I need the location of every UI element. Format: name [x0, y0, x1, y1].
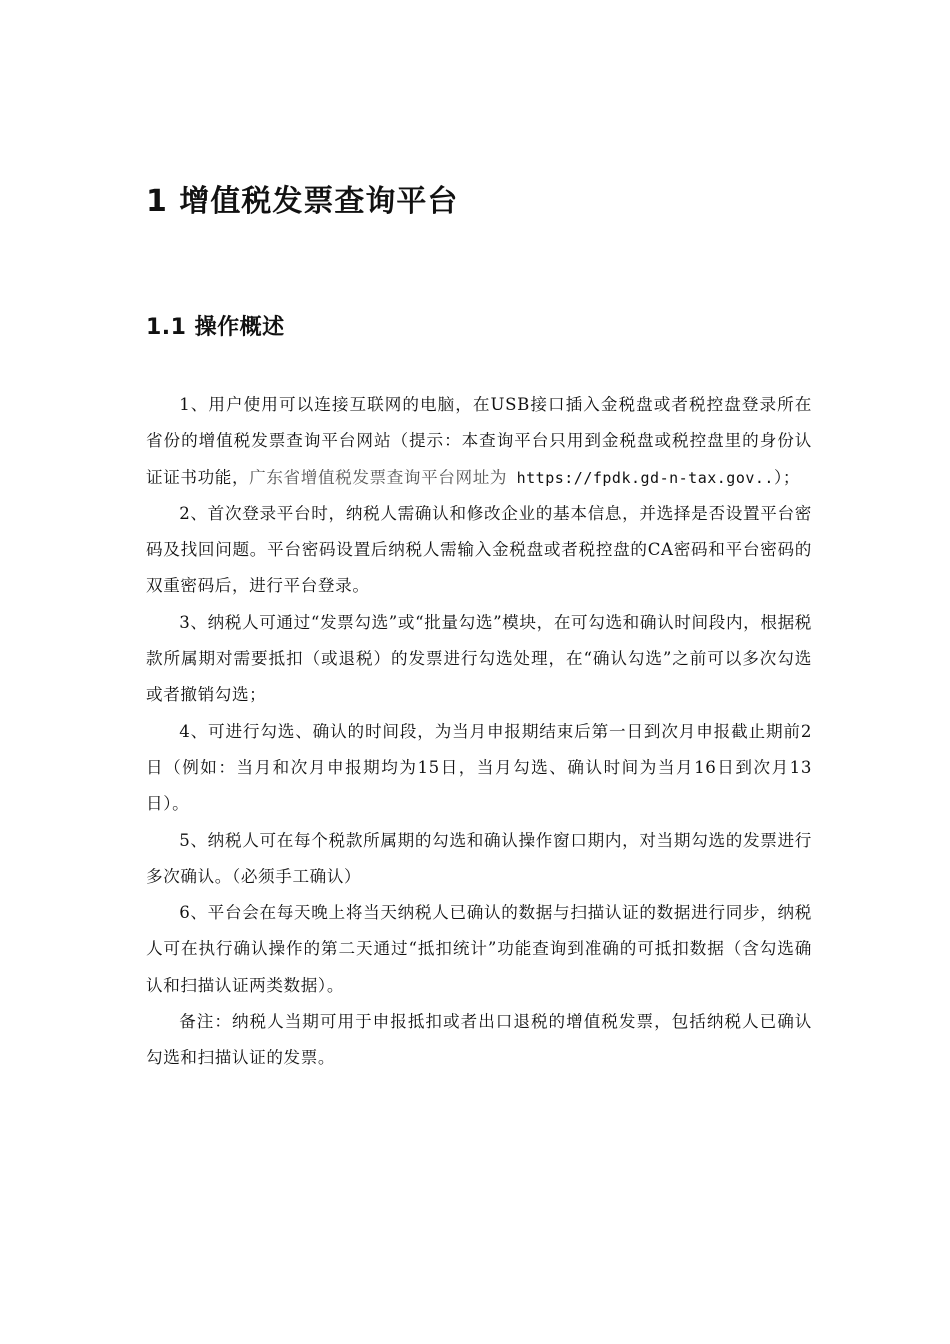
- paragraph-1-end: ）；: [773, 467, 801, 487]
- website-label: 广东省增值税发票查询平台网址为: [249, 467, 508, 487]
- website-url: https://fpdk.gd-n-tax.gov..: [507, 468, 774, 487]
- section-body: [146, 387, 812, 1077]
- section-title: 1.1 操作概述: [146, 315, 285, 340]
- paragraph-1: [146, 387, 812, 496]
- paragraph-6: 6、平台会在每天晚上将当天纳税人已确认的数据与扫描认证的数据进行同步，纳税人可在执行确认操作的第二天通过“抵扣统计”功能查询到准确的可抵扣数据（含勾选确认和扫描认证两类数据）。: [146, 903, 812, 995]
- paragraph-5: 5、纳税人可在每个税款所属期的勾选和确认操作窗口期内，对当期勾选的发票进行多次确认。（必须手工确认）: [146, 830, 812, 886]
- paragraph-3: 3、纳税人可通过“发票勾选”或“批量勾选”模块，在可勾选和确认时间段内，根据税款所属期对需要抵扣（或退税）的发票进行勾选处理，在“确认勾选”之前可以多次勾选或者撤销勾选；: [146, 612, 812, 705]
- paragraph-2: 2、首次登录平台时，纳税人需确认和修改企业的基本信息，并选择是否设置平台密码及找回问题。平台密码设置后纳税人需输入金税盘或者税控盘的CA密码和平台密码的双重密码后，进行平台登录。: [146, 503, 812, 596]
- paragraph-1-text: 1、用户使用可以连接互联网的电脑，在USB接口插入金税盘或者税控盘登录所在省份的增值税发票查询平台网站（提示：本查询平台只用到金税盘或税控盘里的身份认证证书功能，: [146, 395, 812, 487]
- note-paragraph: 备注：纳税人当期可用于申报抵扣或者出口退税的增值税发票，包括纳税人已确认勾选和扫描认证的发票。: [146, 1012, 812, 1068]
- chapter-title: 1 增值税发票查询平台: [146, 184, 459, 219]
- paragraph-4: 4、可进行勾选、确认的时间段，为当月申报期结束后第一日到次月申报截止期前2日（例如：当月和次月申报期均为15日，当月勾选、确认时间为当月16日到次月13日）。: [146, 721, 812, 814]
